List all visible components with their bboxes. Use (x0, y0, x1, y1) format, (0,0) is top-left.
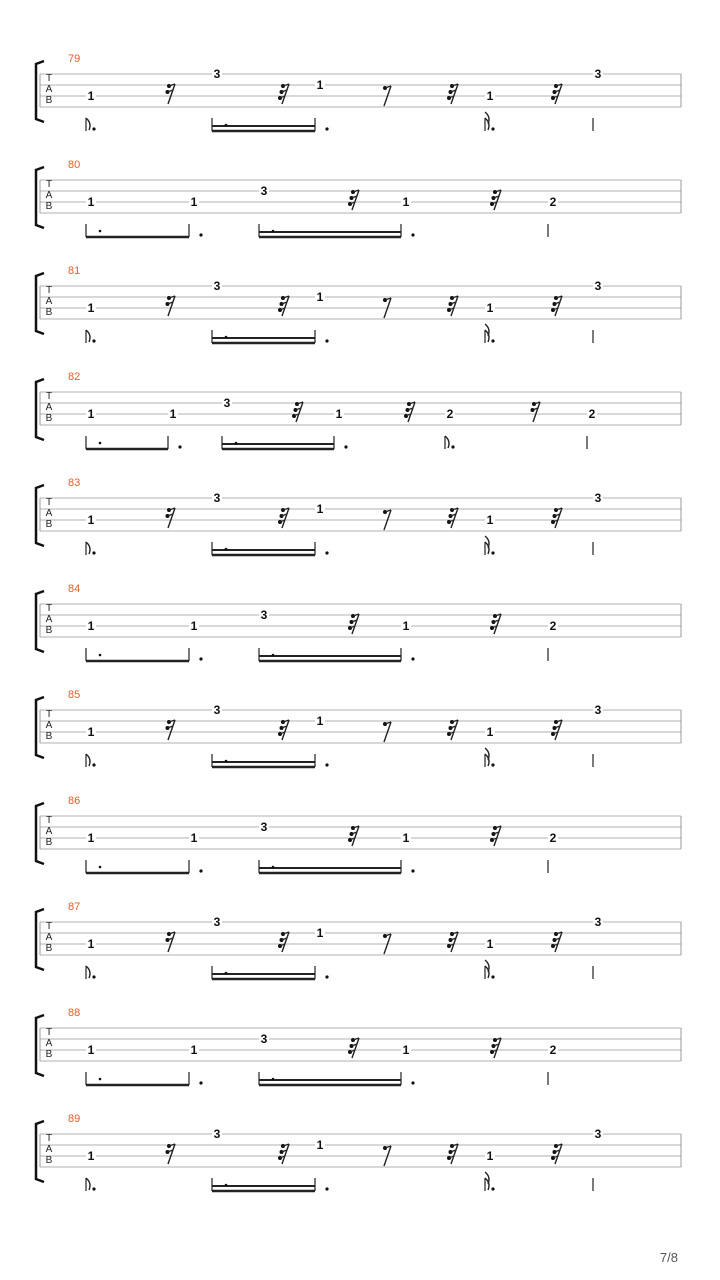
fret-number: 3 (594, 67, 602, 81)
rest-32nd (490, 190, 501, 210)
tab-clef-letter: A (45, 1038, 53, 1049)
dot (225, 548, 228, 551)
tab-clef-letter: A (45, 190, 53, 201)
dot (225, 336, 228, 339)
rest-32nd (278, 296, 289, 316)
fret-number: 1 (486, 89, 494, 103)
measure-number: 79 (68, 53, 81, 65)
dot (344, 445, 347, 448)
measure-number: 89 (68, 1113, 81, 1125)
rest-32nd (278, 84, 289, 104)
measure-number: 84 (68, 583, 81, 595)
tab-clef-letter: B (45, 201, 53, 212)
fret-number: 3 (213, 279, 221, 293)
rest-32nd (490, 826, 501, 846)
dot (491, 339, 494, 342)
dot (99, 866, 102, 869)
dot (199, 657, 202, 660)
fret-number: 1 (190, 1043, 198, 1057)
dot (178, 445, 181, 448)
dot (225, 972, 228, 975)
tab-system (36, 583, 681, 661)
rest-32nd (278, 720, 289, 740)
dot (92, 127, 95, 130)
fret-number: 1 (402, 619, 410, 633)
fret-number: 1 (402, 195, 410, 209)
measure-number: 86 (68, 795, 81, 807)
tab-system (36, 53, 681, 131)
tab-clef-letter: T (45, 815, 53, 826)
rest-32nd (404, 402, 415, 422)
dot (99, 654, 102, 657)
rest-16th (166, 296, 176, 316)
fret-number: 3 (260, 184, 268, 198)
measure-number: 80 (68, 159, 81, 171)
rest-32nd (447, 84, 458, 104)
fret-number: 1 (316, 78, 324, 92)
fret-number: 1 (486, 513, 494, 527)
fret-number: 1 (402, 1043, 410, 1057)
fret-number: 1 (335, 407, 343, 421)
fret-number: 1 (316, 714, 324, 728)
fret-number: 3 (594, 1127, 602, 1141)
fret-number: 3 (213, 1127, 221, 1141)
tab-clef-letter: B (45, 731, 53, 742)
dot (411, 869, 414, 872)
tab-clef-letter: T (45, 1027, 53, 1038)
tab-clef-letter: T (45, 73, 53, 84)
measure-number: 85 (68, 689, 81, 701)
dot (99, 1078, 102, 1081)
dot (99, 230, 102, 233)
dot (272, 230, 275, 233)
tab-clef-letter: T (45, 391, 53, 402)
fret-number: 1 (316, 926, 324, 940)
fret-number: 2 (588, 407, 596, 421)
fret-number: 3 (213, 67, 221, 81)
tab-clef-letter: T (45, 1133, 53, 1144)
fret-number: 1 (486, 301, 494, 315)
rest-32nd (348, 826, 359, 846)
measure-number: 82 (68, 371, 81, 383)
rest-32nd (551, 296, 562, 316)
rest-16th (166, 508, 176, 528)
tab-clef-letter: T (45, 603, 53, 614)
tab-clef-letter: B (45, 95, 53, 106)
dot (272, 866, 275, 869)
dot (411, 657, 414, 660)
rest-32nd (490, 614, 501, 634)
dot (411, 233, 414, 236)
rest-32nd (447, 296, 458, 316)
fret-number: 2 (549, 1043, 557, 1057)
tab-system (36, 795, 681, 873)
rest-32nd (278, 932, 289, 952)
dot (491, 1187, 494, 1190)
dot (491, 763, 494, 766)
dot (199, 1081, 202, 1084)
dot (491, 127, 494, 130)
rest-32nd (348, 190, 359, 210)
fret-number: 3 (213, 491, 221, 505)
dot (199, 233, 202, 236)
rest-32nd (447, 720, 458, 740)
fret-number: 1 (402, 831, 410, 845)
rest-32nd (278, 1144, 289, 1164)
dot (225, 1184, 228, 1187)
tab-clef-letter: A (45, 614, 53, 625)
dot (411, 1081, 414, 1084)
rest-32nd (447, 932, 458, 952)
fret-number: 2 (549, 831, 557, 845)
rest-32nd (348, 614, 359, 634)
fret-number: 2 (549, 195, 557, 209)
tab-clef-letter: T (45, 709, 53, 720)
fret-number: 2 (549, 619, 557, 633)
rest-32nd (551, 508, 562, 528)
fret-number: 1 (169, 407, 177, 421)
fret-number: 1 (87, 1149, 95, 1163)
tab-system (36, 477, 681, 555)
measure-number: 81 (68, 265, 81, 277)
rest-32nd (551, 84, 562, 104)
dot (325, 551, 328, 554)
dot (99, 442, 102, 445)
dot (199, 869, 202, 872)
dot (225, 760, 228, 763)
tab-clef-letter: B (45, 307, 53, 318)
dot (325, 1187, 328, 1190)
fret-number: 3 (260, 608, 268, 622)
fret-number: 3 (594, 491, 602, 505)
dot (491, 975, 494, 978)
dot (92, 1187, 95, 1190)
fret-number: 1 (316, 1138, 324, 1152)
rest-16th (166, 84, 176, 104)
fret-number: 3 (594, 703, 602, 717)
rest-16th (166, 1144, 176, 1164)
fret-number: 1 (486, 1149, 494, 1163)
fret-number: 1 (87, 725, 95, 739)
fret-number: 1 (316, 290, 324, 304)
dot (451, 445, 454, 448)
dot (92, 763, 95, 766)
fret-number: 1 (87, 407, 95, 421)
dot (325, 763, 328, 766)
fret-number: 1 (87, 619, 95, 633)
tab-clef-letter: T (45, 497, 53, 508)
dot (225, 124, 228, 127)
fret-number: 3 (213, 703, 221, 717)
tab-clef-letter: B (45, 1049, 53, 1060)
tab-clef-letter: B (45, 943, 53, 954)
fret-number: 1 (486, 937, 494, 951)
fret-number: 1 (190, 831, 198, 845)
tab-clef-letter: A (45, 296, 53, 307)
fret-number: 1 (87, 1043, 95, 1057)
rest-32nd (551, 932, 562, 952)
dot (235, 442, 238, 445)
rest-32nd (551, 1144, 562, 1164)
fret-number: 1 (87, 513, 95, 527)
tab-clef-letter: T (45, 285, 53, 296)
tab-system (36, 1007, 681, 1085)
tab-system (36, 265, 681, 343)
fret-number: 3 (594, 279, 602, 293)
fret-number: 3 (213, 915, 221, 929)
dot (92, 975, 95, 978)
tab-system (36, 371, 681, 449)
tab-clef-letter: A (45, 720, 53, 731)
dot (325, 975, 328, 978)
tab-system (36, 689, 681, 767)
fret-number: 1 (87, 937, 95, 951)
fret-number: 1 (87, 301, 95, 315)
rest-32nd (551, 720, 562, 740)
tab-clef-letter: A (45, 402, 53, 413)
measure-number: 88 (68, 1007, 81, 1019)
fret-number: 3 (223, 396, 231, 410)
tab-clef-letter: A (45, 932, 53, 943)
tab-clef-letter: B (45, 625, 53, 636)
rest-32nd (278, 508, 289, 528)
fret-number: 1 (190, 619, 198, 633)
tab-clef-letter: A (45, 84, 53, 95)
measure-number: 83 (68, 477, 81, 489)
dot (92, 339, 95, 342)
tab-clef-letter: A (45, 1144, 53, 1155)
rest-32nd (447, 508, 458, 528)
dot (272, 1078, 275, 1081)
measure-number: 87 (68, 901, 81, 913)
tab-clef-letter: T (45, 179, 53, 190)
tab-system (36, 159, 681, 237)
rest-16th (166, 932, 176, 952)
dot (92, 551, 95, 554)
rest-32nd (447, 1144, 458, 1164)
dot (272, 654, 275, 657)
fret-number: 2 (446, 407, 454, 421)
fret-number: 3 (594, 915, 602, 929)
fret-number: 3 (260, 820, 268, 834)
tab-clef-letter: A (45, 508, 53, 519)
fret-number: 1 (486, 725, 494, 739)
rest-32nd (348, 1038, 359, 1058)
rest-16th (166, 720, 176, 740)
dot (325, 339, 328, 342)
fret-number: 1 (87, 831, 95, 845)
tab-clef-letter: A (45, 826, 53, 837)
tab-clef-letter: B (45, 519, 53, 530)
tab-clef-letter: B (45, 413, 53, 424)
dot (325, 127, 328, 130)
dot (491, 551, 494, 554)
rest-32nd (490, 1038, 501, 1058)
tab-clef-letter: B (45, 1155, 53, 1166)
tab-clef-letter: B (45, 837, 53, 848)
tab-system (36, 901, 681, 979)
fret-number: 3 (260, 1032, 268, 1046)
fret-number: 1 (87, 195, 95, 209)
page-number: 7/8 (659, 1250, 678, 1265)
fret-number: 1 (87, 89, 95, 103)
fret-number: 1 (190, 195, 198, 209)
rest-32nd (292, 402, 303, 422)
fret-number: 1 (316, 502, 324, 516)
tab-system (36, 1113, 681, 1191)
rest-16th (531, 402, 541, 422)
tab-clef-letter: T (45, 921, 53, 932)
